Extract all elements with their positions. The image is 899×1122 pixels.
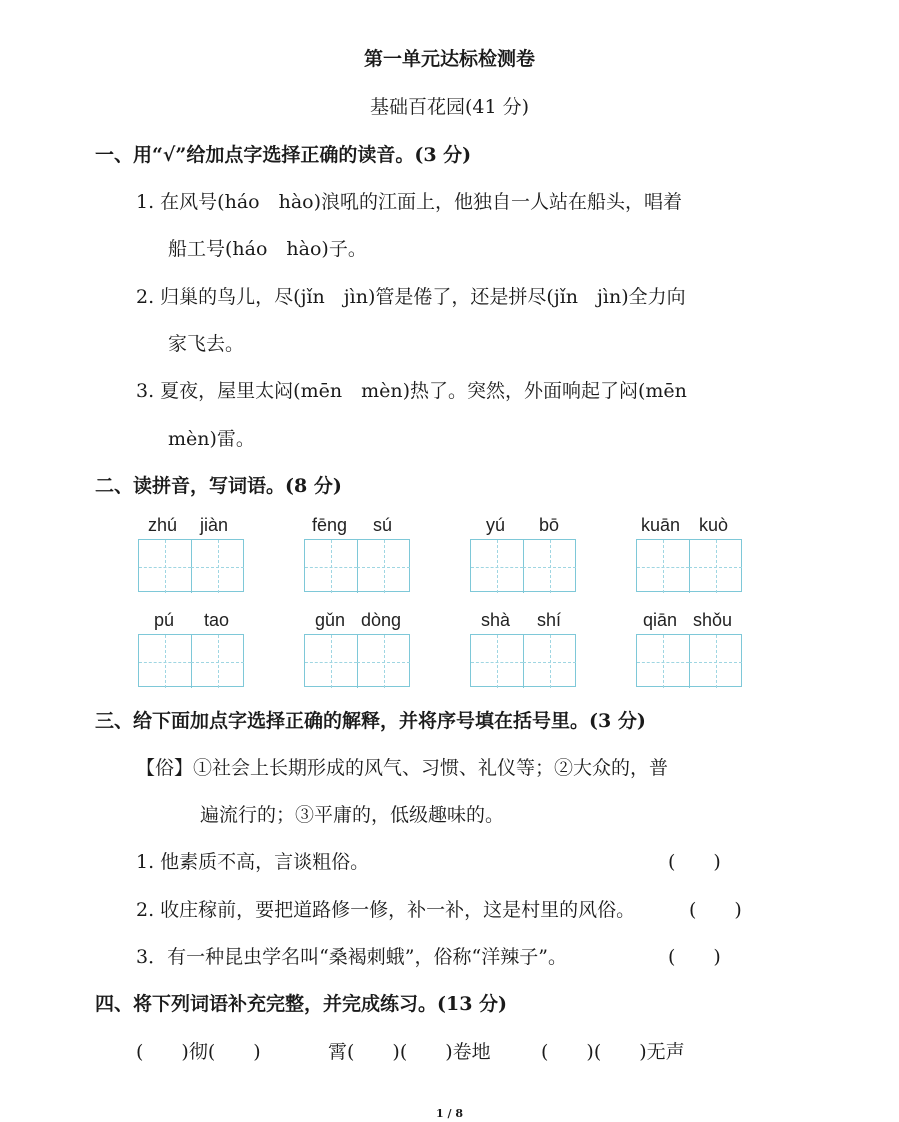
writing-grid[interactable] xyxy=(138,539,244,592)
section2-heading: 二、读拼音，写词语。(8 分) xyxy=(95,475,342,497)
pinyin-label: kuò xyxy=(699,515,729,535)
pinyin-label: fēng xyxy=(312,515,348,535)
answer-blank[interactable]: ( ) xyxy=(668,946,721,968)
definition-line2: 遍流行的；③平庸的，低级趣味的。 xyxy=(200,804,505,826)
writing-grid[interactable] xyxy=(304,539,410,592)
pinyin-label: jiàn xyxy=(200,515,229,535)
writing-grid[interactable] xyxy=(636,539,742,592)
pinyin-label: dòng xyxy=(361,610,402,630)
idiom-blank-2[interactable]: 霄( )( )卷地 xyxy=(328,1041,491,1063)
idiom-blank-3[interactable]: ( )( )无声 xyxy=(541,1041,685,1063)
page-number: 1 / 8 xyxy=(436,1107,463,1120)
pinyin-label: bō xyxy=(539,515,560,535)
pinyin-label: kuān xyxy=(641,515,681,535)
section3-q1: 1. 他素质不高，言谈粗俗。 xyxy=(136,851,370,873)
pinyin-label: yú xyxy=(486,515,506,535)
pinyin-label: shí xyxy=(537,610,562,630)
writing-grid[interactable] xyxy=(304,634,410,687)
pinyin-label: tao xyxy=(204,610,230,630)
pinyin-label: pú xyxy=(154,610,175,630)
writing-grid[interactable] xyxy=(470,634,576,687)
section1-heading: 一、用“√”给加点字选择正确的读音。(3 分) xyxy=(95,144,472,166)
pinyin-label: zhú xyxy=(148,515,178,535)
pinyin-label: shǒu xyxy=(693,610,733,630)
answer-blank[interactable]: ( ) xyxy=(668,851,721,873)
definition-line1: 【俗】①社会上长期形成的风气、习惯、礼仪等；②大众的，普 xyxy=(136,757,669,779)
pinyin-label: gǔn xyxy=(315,610,346,630)
section1-q3-line2: mèn)雷。 xyxy=(168,428,255,450)
answer-blank[interactable]: ( ) xyxy=(689,899,742,921)
section4-heading: 四、将下列词语补充完整，并完成练习。(13 分) xyxy=(95,993,508,1015)
section3-heading: 三、给下面加点字选择正确的解释，并将序号填在括号里。(3 分) xyxy=(95,710,646,732)
pinyin-label: shà xyxy=(481,610,511,630)
pinyin-label: sú xyxy=(373,515,393,535)
section1-q2-line1: 2. 归巢的鸟儿，尽(jǐn jìn)管是倦了，还是拼尽(jǐn jìn)全力向 xyxy=(136,286,686,308)
page-title: 第一单元达标检测卷 xyxy=(363,48,535,70)
section1-q1-line2: 船工号(háo hào)子。 xyxy=(168,238,367,260)
writing-grid[interactable] xyxy=(470,539,576,592)
writing-grid[interactable] xyxy=(138,634,244,687)
page-subtitle: 基础百花园(41 分) xyxy=(369,96,530,118)
idiom-blank-1[interactable]: ( )彻( ) xyxy=(136,1041,261,1063)
section1-q1-line1: 1. 在风号(háo hào)浪吼的江面上，他独自一人站在船头，唱着 xyxy=(136,191,683,213)
writing-grid[interactable] xyxy=(636,634,742,687)
section3-q2: 2. 收庄稼前，要把道路修一修，补一补，这是村里的风俗。 xyxy=(136,899,636,921)
section1-q3-line1: 3. 夏夜，屋里太闷(mēn mèn)热了。突然，外面响起了闷(mēn xyxy=(136,380,687,402)
section1-q2-line2: 家飞去。 xyxy=(168,333,245,355)
pinyin-label: qiān xyxy=(643,610,678,630)
section3-q3: 3．有一种昆虫学名叫“桑褐刺蛾”，俗称“洋辣子”。 xyxy=(136,946,567,968)
